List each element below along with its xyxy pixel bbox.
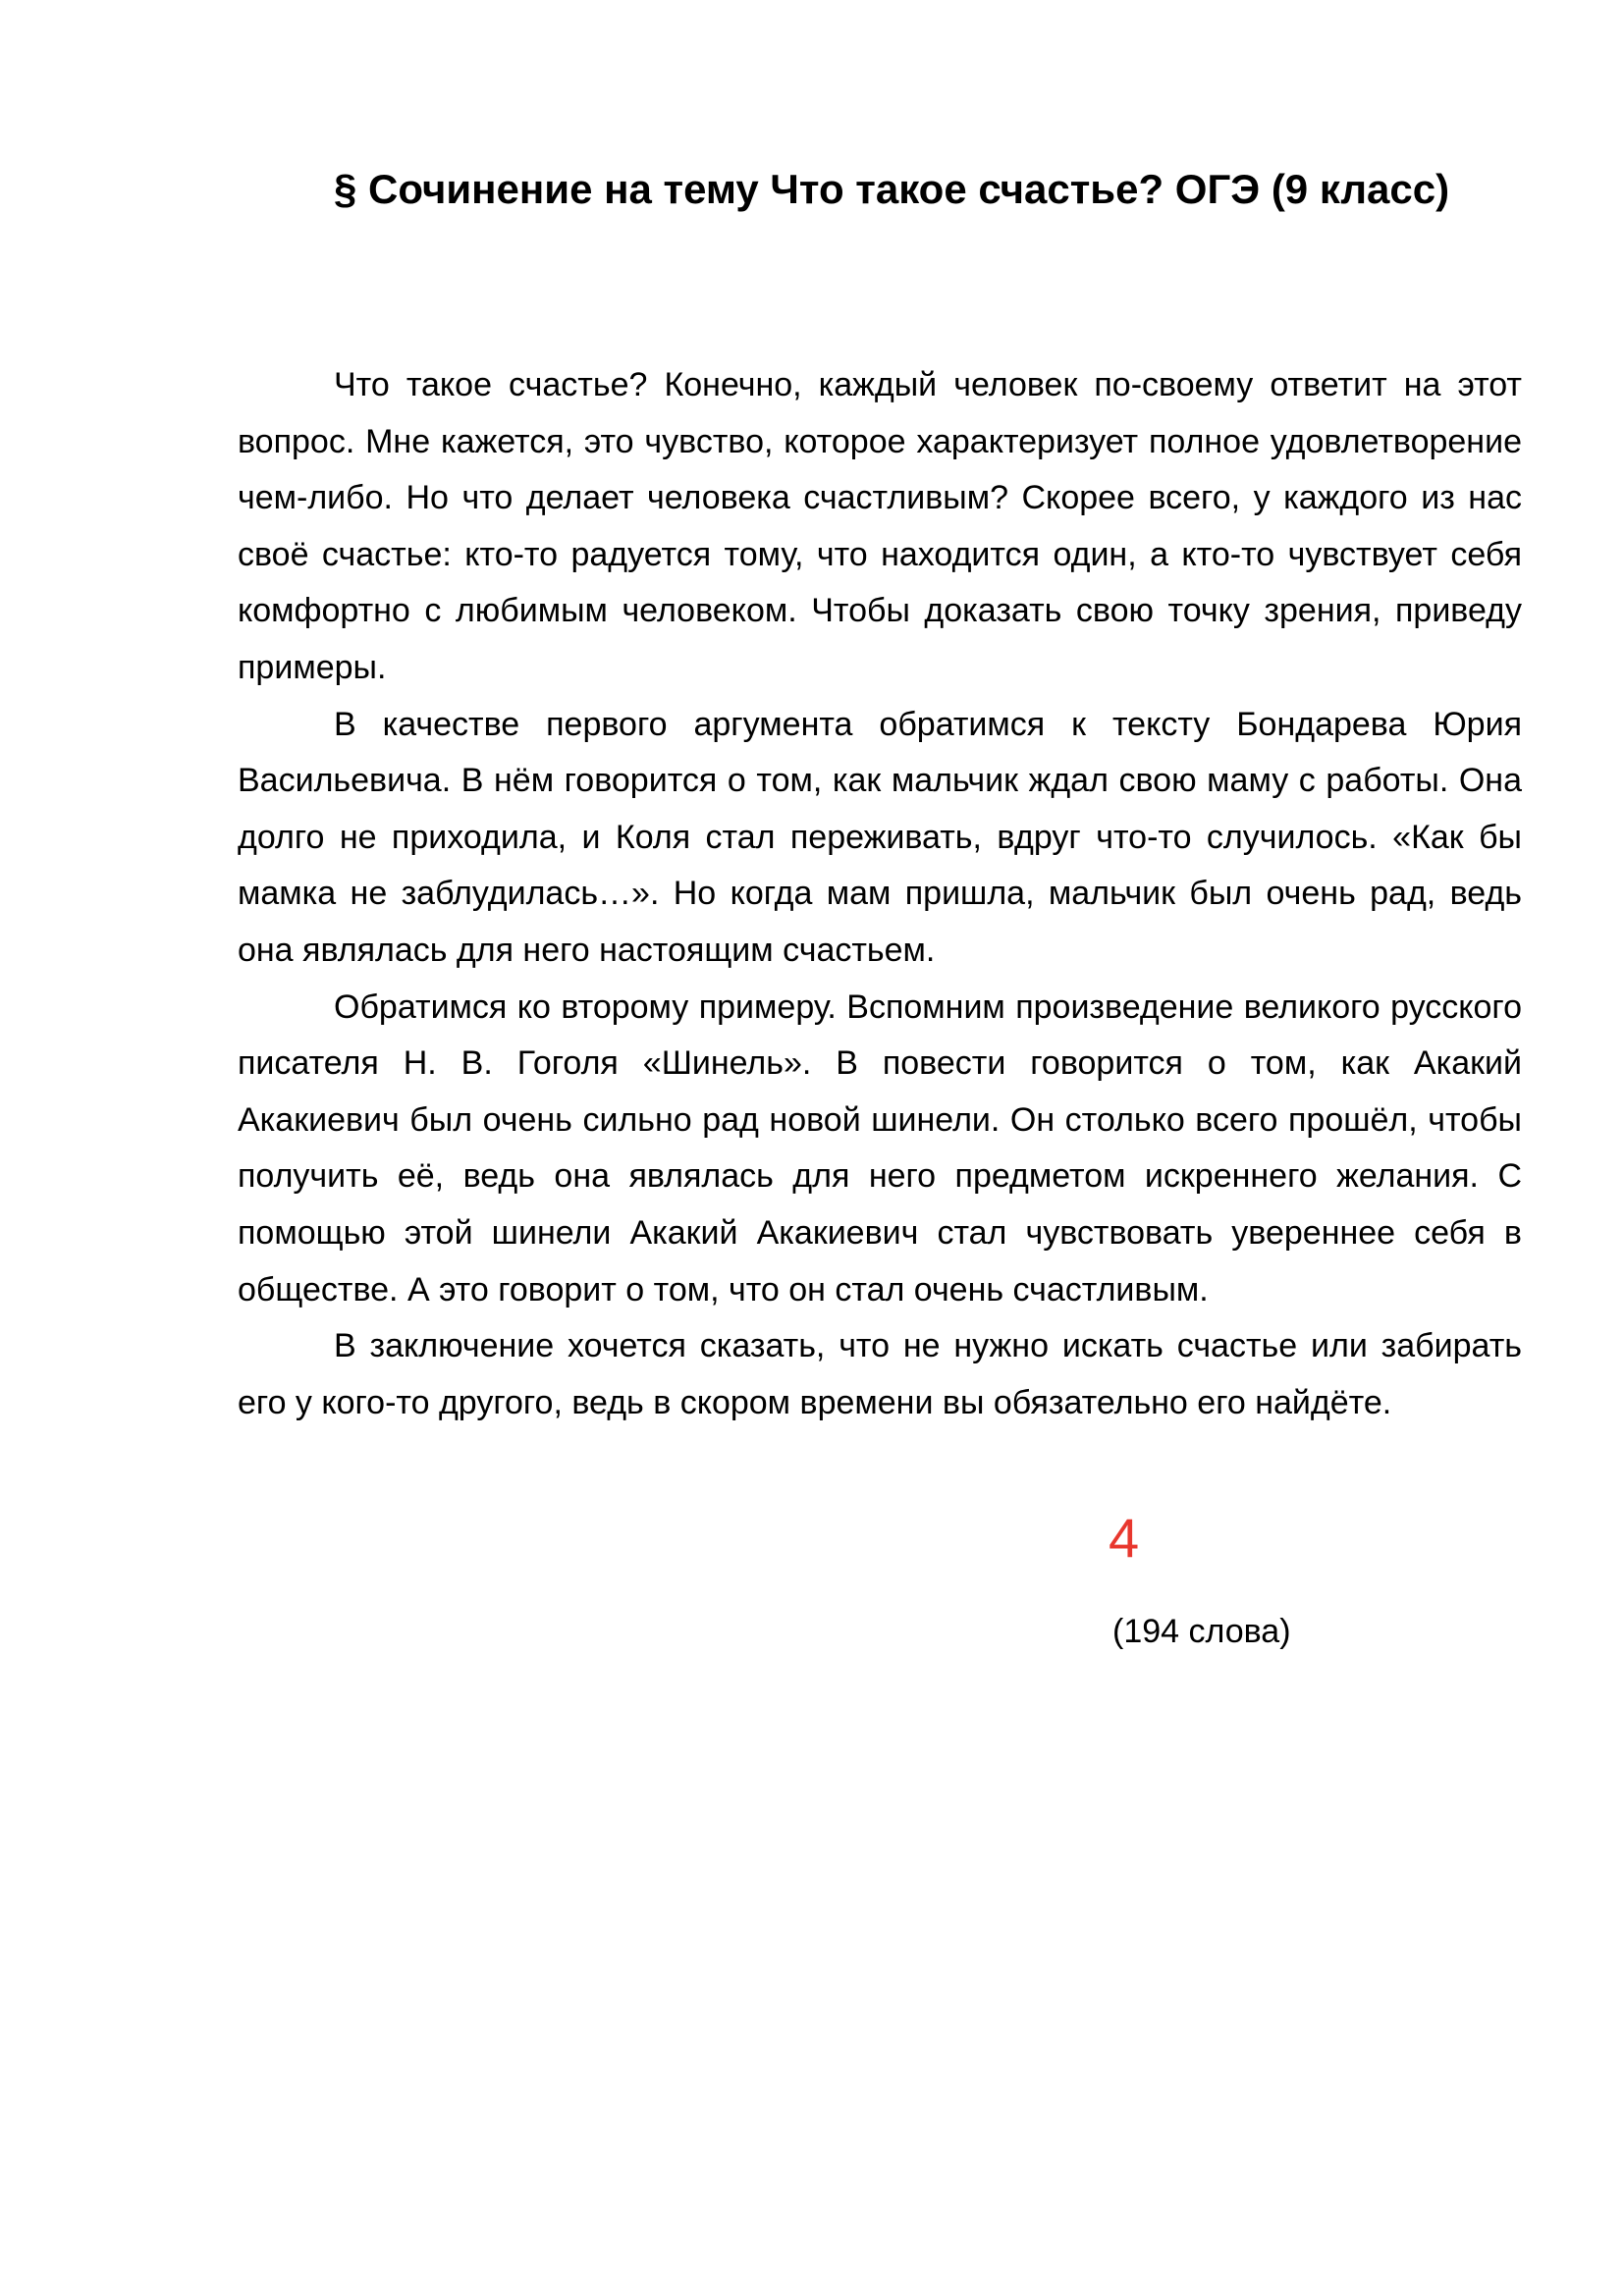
essay-body <box>238 357 1522 1431</box>
essay-title: § Сочинение на тему Что такое счастье? ОГЭ (9 класс) <box>334 166 1450 212</box>
grade-mark: 4 <box>1109 1507 1140 1569</box>
essay-paragraph-intro: Что такое счастье? Конечно, каждый человек по-своему ответит на этот вопрос. Мне кажется, это чувство, которое характеризует полное удовлетворение чем-либо. Но что делает человека счастливым? Скорее всего, у каждого из нас своё счастье: кто-то радуется тому, что находится один, а кто-то чувствует себя комфортно с любимым человеком. Чтобы доказать свою точку зрения, приведу примеры. <box>238 366 1522 686</box>
essay-paragraph-argument-2: Обратимся ко второму примеру. Вспомним произведение великого русского писателя Н. В. Гоголя «Шинель». В повести говорится о том, как Акакий Акакиевич был очень сильно рад новой шинели. Он столько всего прошёл, чтобы получить её, ведь она являлась для него предметом искреннего желания. С помощью этой шинели Акакий Акакиевич стал чувствовать увереннее себя в обществе. А это говорит о том, что он стал очень счастливым. <box>238 988 1522 1308</box>
essay-paragraph-argument-1: В качестве первого аргумента обратимся к тексту Бондарева Юрия Васильевича. В нём говорится о том, как мальчик ждал свою маму с работы. Она долго не приходила, и Коля стал переживать, вдруг что-то случилось. «Как бы мамка не заблудилась…». Но когда мам пришла, мальчик был очень рад, ведь она являлась для него настоящим счастьем. <box>238 705 1522 969</box>
essay-paragraph-conclusion: В заключение хочется сказать, что не нужно искать счастье или забирать его у кого-то другого, ведь в скором времени вы обязательно его найдёте. <box>238 1327 1522 1421</box>
word-count: (194 слова) <box>1112 1613 1291 1650</box>
